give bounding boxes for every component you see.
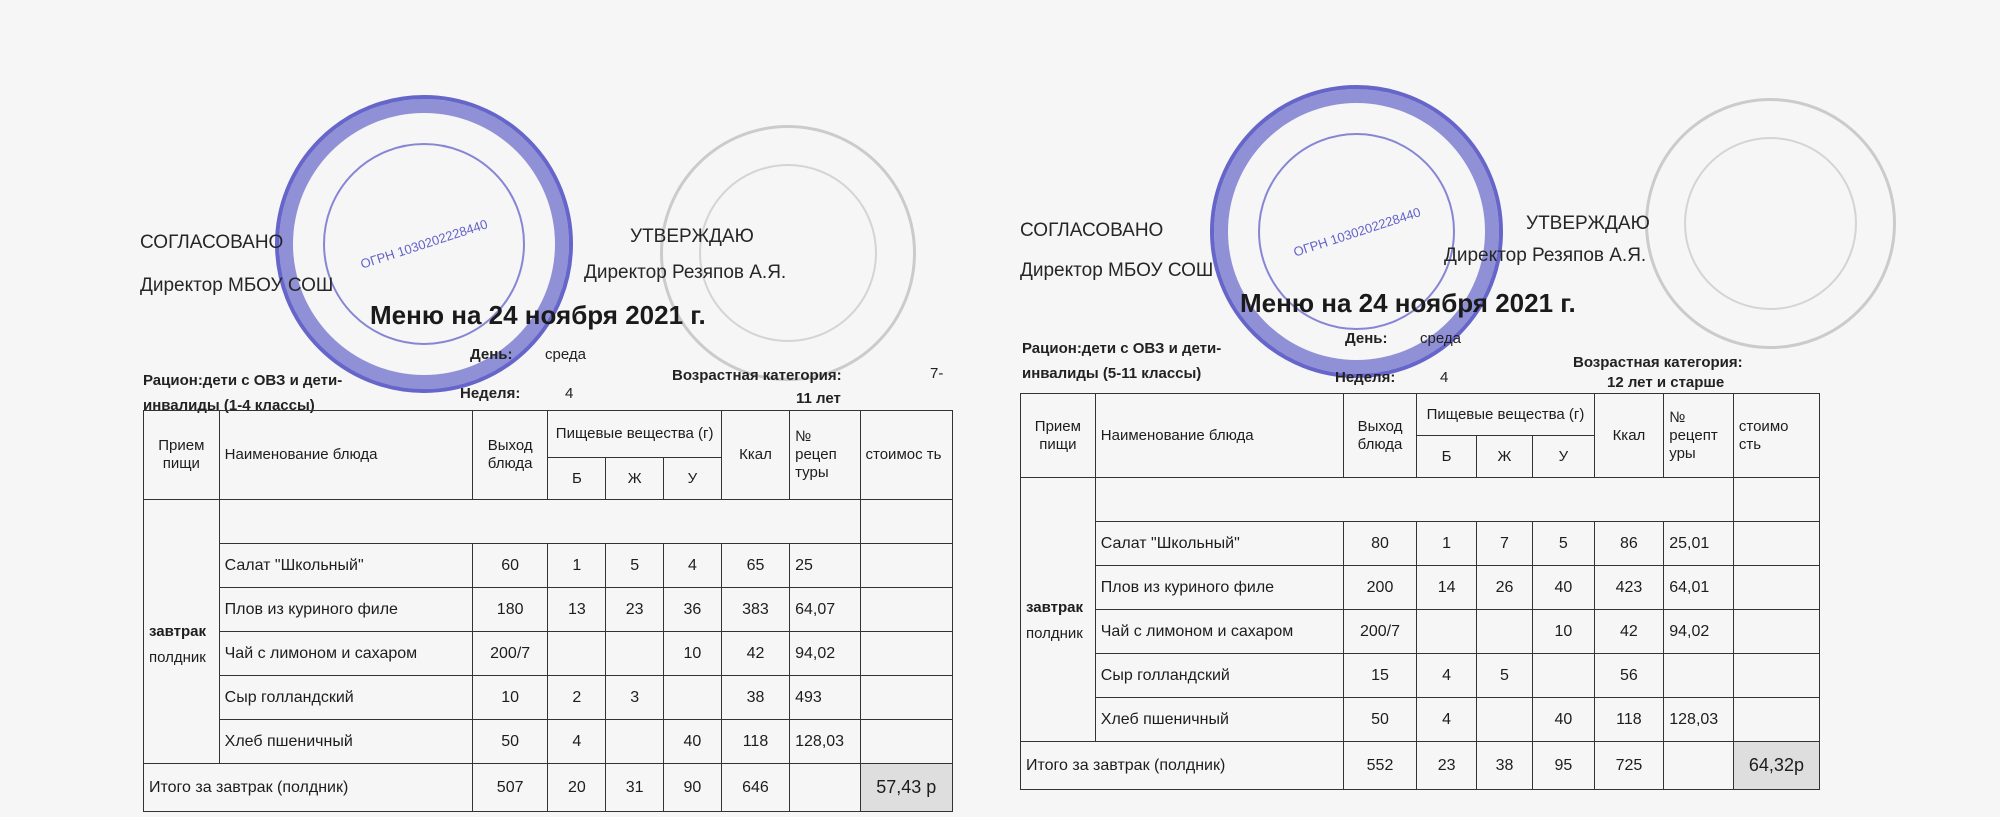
day-value: среда — [1420, 330, 1461, 347]
approved-by: Директор Резяпов А.Я. — [584, 262, 787, 283]
header-recipe: № рецепт уры — [1664, 394, 1734, 478]
day-label: День: — [1345, 330, 1388, 347]
dish-protein — [548, 632, 606, 676]
total-protein: 23 — [1417, 742, 1476, 790]
meal-label-snack: полдник — [149, 648, 206, 666]
dish-protein: 4 — [1417, 698, 1476, 742]
age-category-value-a: 7- — [930, 365, 944, 382]
approved-label: УТВЕРЖДАЮ — [1526, 213, 1650, 234]
dish-carbs — [664, 676, 722, 720]
table-row — [1021, 610, 1820, 654]
table-row — [1021, 698, 1820, 742]
dish-protein: 1 — [548, 544, 606, 588]
dish-name: Хлеб пшеничный — [1095, 698, 1343, 742]
dish-kcal: 42 — [721, 632, 789, 676]
dish-kcal: 86 — [1594, 522, 1664, 566]
header-meal: Прием пищи — [144, 411, 220, 500]
header-cost: стоимо сть — [1733, 394, 1819, 478]
dish-fat — [1476, 610, 1532, 654]
meal-label-breakfast: завтрак — [149, 622, 206, 640]
ration-line-2: инвалиды (1-4 классы) — [143, 397, 315, 414]
table-row — [144, 720, 953, 764]
header-recipe: № рецеп туры — [790, 411, 860, 500]
spacer-cost-cell — [860, 500, 952, 544]
dish-protein: 2 — [548, 676, 606, 720]
header-output: Выход блюда — [472, 411, 548, 500]
dish-name: Салат "Школьный" — [219, 544, 472, 588]
total-fat: 38 — [1476, 742, 1532, 790]
dish-output: 10 — [472, 676, 548, 720]
table-row — [144, 632, 953, 676]
age-category-label: Возрастная категория: — [672, 367, 842, 384]
dish-carbs: 40 — [664, 720, 722, 764]
dish-cost — [1733, 522, 1819, 566]
dish-recipe: 25,01 — [1664, 522, 1734, 566]
meal-type-cell — [144, 500, 220, 764]
total-recipe — [1664, 742, 1734, 790]
agreed-by: Директор МБОУ СОШ — [140, 275, 334, 296]
dish-name: Салат "Школьный" — [1095, 522, 1343, 566]
dish-cost — [860, 544, 952, 588]
spacer-cell — [1095, 478, 1733, 522]
dish-protein — [1417, 610, 1476, 654]
menu-document-right — [1000, 0, 2000, 817]
total-row — [144, 764, 953, 812]
dish-fat: 5 — [606, 544, 664, 588]
dish-output: 200/7 — [472, 632, 548, 676]
header-dish-name: Наименование блюда — [1095, 394, 1343, 478]
agreed-label: СОГЛАСОВАНО — [1020, 220, 1164, 241]
dish-recipe: 25 — [790, 544, 860, 588]
agreed-label: СОГЛАСОВАНО — [140, 232, 284, 253]
dish-recipe: 64,07 — [790, 588, 860, 632]
dish-recipe: 64,01 — [1664, 566, 1734, 610]
dish-cost — [860, 588, 952, 632]
dish-cost — [1733, 654, 1819, 698]
header-fat: Ж — [1476, 436, 1532, 478]
header-dish-name: Наименование блюда — [219, 411, 472, 500]
week-value: 4 — [565, 385, 574, 402]
total-label: Итого за завтрак (полдник) — [144, 764, 473, 812]
dish-carbs: 10 — [1533, 610, 1594, 654]
dish-carbs — [1533, 654, 1594, 698]
header-protein: Б — [1417, 436, 1476, 478]
ration-line-1: Рацион:дети с ОВЗ и дети- — [1022, 340, 1222, 357]
total-carbs: 95 — [1533, 742, 1594, 790]
header-nutrients: Пищевые вещества (г) — [548, 411, 721, 458]
dish-protein: 4 — [548, 720, 606, 764]
total-carbs: 90 — [664, 764, 722, 812]
dish-fat — [1476, 698, 1532, 742]
week-value: 4 — [1440, 369, 1449, 386]
stamp-ogrn-text: ОГРН 1030202228440 — [358, 216, 490, 272]
menu-title: Меню на 24 ноября 2021 г. — [1240, 288, 1576, 318]
dish-cost — [860, 676, 952, 720]
dish-cost — [860, 632, 952, 676]
dish-protein: 14 — [1417, 566, 1476, 610]
header-meal: Прием пищи — [1021, 394, 1096, 478]
dish-carbs: 40 — [1533, 698, 1594, 742]
dish-fat: 26 — [1476, 566, 1532, 610]
ration-line-2: инвалиды (5-11 классы) — [1022, 365, 1202, 382]
dish-kcal: 56 — [1594, 654, 1664, 698]
week-label: Неделя: — [1335, 369, 1396, 386]
dish-recipe: 128,03 — [790, 720, 860, 764]
agreed-by: Директор МБОУ СОШ — [1020, 260, 1214, 281]
stamp-ogrn-text: ОГРН 1030202228440 — [1291, 203, 1422, 260]
official-stamp-blue — [275, 95, 573, 393]
total-output: 552 — [1343, 742, 1417, 790]
menu-table — [143, 410, 953, 812]
dish-name: Сыр голландский — [1095, 654, 1343, 698]
header-carbs: У — [1533, 436, 1594, 478]
dish-name: Чай с лимоном и сахаром — [1095, 610, 1343, 654]
total-label: Итого за завтрак (полдник) — [1021, 742, 1344, 790]
dish-recipe — [1664, 654, 1734, 698]
age-category-label: Возрастная категория: — [1573, 354, 1743, 371]
dish-kcal: 118 — [721, 720, 789, 764]
dish-output: 60 — [472, 544, 548, 588]
header-carbs: У — [664, 458, 722, 500]
dish-output: 80 — [1343, 522, 1417, 566]
header-cost: стоимос ть — [860, 411, 952, 500]
approved-label: УТВЕРЖДАЮ — [630, 226, 754, 247]
dish-protein: 1 — [1417, 522, 1476, 566]
dish-fat: 7 — [1476, 522, 1532, 566]
menu-title: Меню на 24 ноября 2021 г. — [370, 300, 706, 330]
total-cost: 64,32р — [1733, 742, 1819, 790]
header-nutrients: Пищевые вещества (г) — [1417, 394, 1594, 436]
total-fat: 31 — [606, 764, 664, 812]
total-cost: 57,43 р — [860, 764, 952, 812]
total-kcal: 646 — [721, 764, 789, 812]
dish-fat — [606, 632, 664, 676]
dish-carbs: 40 — [1533, 566, 1594, 610]
total-kcal: 725 — [1594, 742, 1664, 790]
dish-cost — [1733, 610, 1819, 654]
total-row — [1021, 742, 1820, 790]
dish-cost — [1733, 566, 1819, 610]
dish-carbs: 4 — [664, 544, 722, 588]
dish-carbs: 5 — [1533, 522, 1594, 566]
dish-output: 50 — [1343, 698, 1417, 742]
dish-fat — [606, 720, 664, 764]
dish-recipe: 94,02 — [1664, 610, 1734, 654]
header-output: Выход блюда — [1343, 394, 1417, 478]
week-label: Неделя: — [460, 385, 521, 402]
ration-line-1: Рацион:дети с ОВЗ и дети- — [143, 372, 343, 389]
approved-by: Директор Резяпов А.Я. — [1444, 245, 1647, 266]
official-stamp-gray — [1645, 98, 1896, 349]
dish-output: 200 — [1343, 566, 1417, 610]
menu-table — [1020, 393, 1820, 790]
dish-output: 50 — [472, 720, 548, 764]
day-label: День: — [470, 346, 513, 363]
header-protein: Б — [548, 458, 606, 500]
table-row — [144, 676, 953, 720]
dish-kcal: 42 — [1594, 610, 1664, 654]
dish-fat: 23 — [606, 588, 664, 632]
table-row — [1021, 566, 1820, 610]
dish-fat: 3 — [606, 676, 664, 720]
official-stamp-gray — [660, 125, 916, 381]
meal-label-breakfast: завтрак — [1026, 598, 1083, 616]
dish-name: Хлеб пшеничный — [219, 720, 472, 764]
dish-kcal: 383 — [721, 588, 789, 632]
table-row — [1021, 654, 1820, 698]
dish-recipe: 493 — [790, 676, 860, 720]
dish-carbs: 36 — [664, 588, 722, 632]
spacer-cost-cell — [1733, 478, 1819, 522]
age-category-value-b: 11 лет — [796, 390, 841, 407]
header-fat: Ж — [606, 458, 664, 500]
dish-cost — [1733, 698, 1819, 742]
dish-kcal: 65 — [721, 544, 789, 588]
age-category-value-b: 12 лет и старше — [1607, 374, 1725, 391]
dish-recipe: 94,02 — [790, 632, 860, 676]
dish-name: Плов из куриного филе — [219, 588, 472, 632]
dish-protein: 13 — [548, 588, 606, 632]
day-value: среда — [545, 346, 586, 363]
dish-name: Плов из куриного филе — [1095, 566, 1343, 610]
dish-cost — [860, 720, 952, 764]
total-output: 507 — [472, 764, 548, 812]
dish-fat: 5 — [1476, 654, 1532, 698]
meal-label-snack: полдник — [1026, 624, 1083, 642]
table-row — [144, 544, 953, 588]
total-protein: 20 — [548, 764, 606, 812]
dish-output: 15 — [1343, 654, 1417, 698]
dish-output: 200/7 — [1343, 610, 1417, 654]
total-recipe — [790, 764, 860, 812]
dish-carbs: 10 — [664, 632, 722, 676]
table-row — [144, 588, 953, 632]
dish-output: 180 — [472, 588, 548, 632]
spacer-cell — [219, 500, 860, 544]
dish-recipe: 128,03 — [1664, 698, 1734, 742]
dish-kcal: 118 — [1594, 698, 1664, 742]
header-kcal: Ккал — [721, 411, 789, 500]
dish-name: Сыр голландский — [219, 676, 472, 720]
dish-kcal: 38 — [721, 676, 789, 720]
dish-protein: 4 — [1417, 654, 1476, 698]
table-row — [1021, 522, 1820, 566]
meal-type-cell — [1021, 478, 1096, 742]
dish-kcal: 423 — [1594, 566, 1664, 610]
header-kcal: Ккал — [1594, 394, 1664, 478]
dish-name: Чай с лимоном и сахаром — [219, 632, 472, 676]
